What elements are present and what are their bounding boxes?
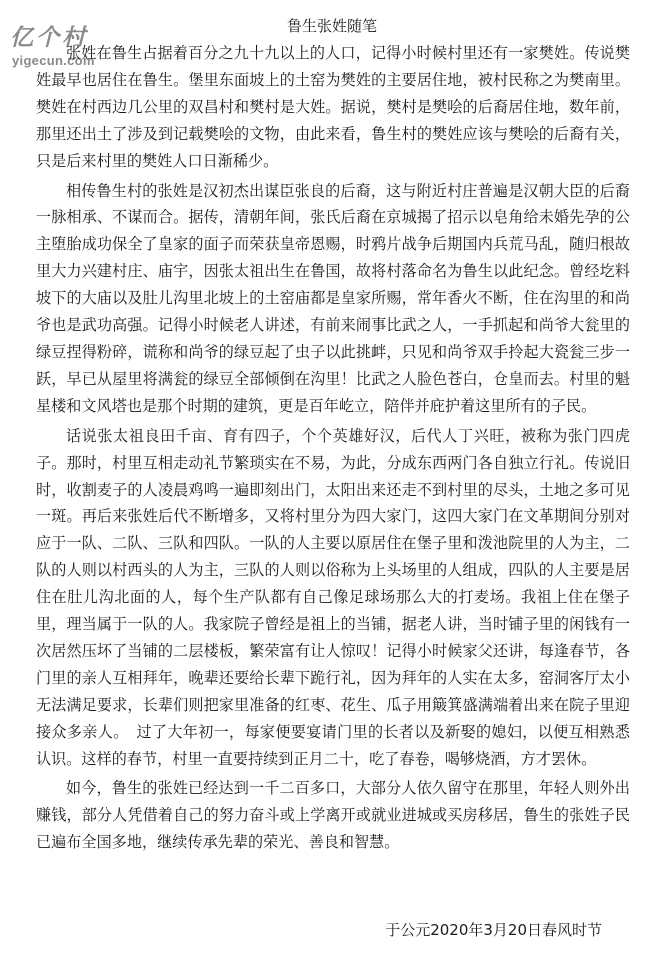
page-title: 鲁生张姓随笔 [286,17,377,35]
watermark-chinese-text: 亿个村 [10,24,88,51]
paragraph-2: 相传鲁生村的张姓是汉初杰出谋臣张良的后裔，这与附近村庄普遍是汉朝大臣的后裔一脉相承、不谋而合。据传，清朝年间，张氏后裔在京城揭了招示以皂角给未婚先孕的公主堕胎成功保全了皇家的面子而荣获皇帝恩赐，时鸦片战争后期国内兵荒马乱，随归根故里大力兴建村庄、庙宇，因张太祖出生在鲁国，故将村落命名为鲁生以此纪念。曾经圪料坡下的大庙以及肚儿沟里北坡上的土窑庙都是皇家所赐，常年香火不断，住在沟里的和尚爷也是武功高强。记得小时候老人讲述，有前来闹事比武之人，一手抓起和尚爷大瓮里的绿豆捏得粉碎，谎称和尚爷的绿豆起了虫子以此挑衅，只见和尚爷双手拎起大瓷瓮三步一跃，早已从屋里将满瓮的绿豆全部倾倒在沟里！比武之人脸色苍白，仓皇而去。村里的魁星楼和文风塔也是那个时期的建筑，更是百年屹立，陪伴并庇护着这里所有的子民。 [36,181,630,415]
watermark-url-text: yigecun.com [12,53,95,68]
article-body [36,40,630,856]
date-signature: 于公元2020年3月20日春风时节 [385,921,602,939]
paragraph-4: 如今，鲁生的张姓已经达到一千二百多口，大部分人依久留守在那里，年轻人则外出赚钱，部分人凭借着自己的努力奋斗或上学离开或就业进城或买房移居，鲁生的张姓子民已遍布全国多地，继续传承先辈的荣光、善良和智慧。 [36,779,630,852]
paragraph-1: 张姓在鲁生占据着百分之九十九以上的人口，记得小时候村里还有一家樊姓。传说樊姓最早也居住在鲁生。堡里东面坡上的土窑为樊姓的主要居住地，被村民称之为樊南里。樊姓在村西边几公里的双昌村和樊村是大姓。据说，樊村是樊哙的后裔居住地，数年前，那里还出土了涉及到记载樊哙的文物，由此来看，鲁生村的樊姓应该与樊哙的后裔有关，只是后来村里的樊姓人口日渐稀少。 [36,44,630,170]
paragraph-3: 话说张太祖良田千亩、育有四子，个个英雄好汉，后代人丁兴旺，被称为张门四虎子。那时，村里互相走动礼节繁琐实在不易，为此，分成东西两门各自独立行礼。传说旧时，收割麦子的人凌晨鸡鸣一遍即刻出门，太阳出来还走不到村里的尽头，土地之多可见一斑。再后来张姓后代不断增多，又将村里分为四大家门，这四大家门在文革期间分别对应于一队、二队、三队和四队。一队的人主要以原居住在堡子里和泼池院里的人为主，二队的人则以村西头的人为主，三队的人则以俗称为上头场里的人组成，四队的人主要是居住在肚儿沟北面的人，每个生产队都有自己像足球场那么大的打麦场。我祖上住在堡子里，理当属于一队的人。我家院子曾经是祖上的当铺，据老人讲，当时铺子里的闲钱有一次居然压坏了当铺的二层楼板，繁荣富有让人惊叹！记得小时候家父还讲，每逢春节，各门里的亲人互相拜年，晚辈还要给长辈下跪行礼，因为拜年的人实在太多，窑洞客厅太小无法满足要求，长辈们则把家里准备的红枣、花生、瓜子用簸箕盛满端着出来在院子里迎接众多亲人。 过了大年初一，每家便要宴请门里的长者以及新娶的媳妇，以便互相熟悉认识。这样的春节，村里一直要持续到正月二十，吃了春卷，喝够烧酒，方才罢休。 [36,426,630,768]
